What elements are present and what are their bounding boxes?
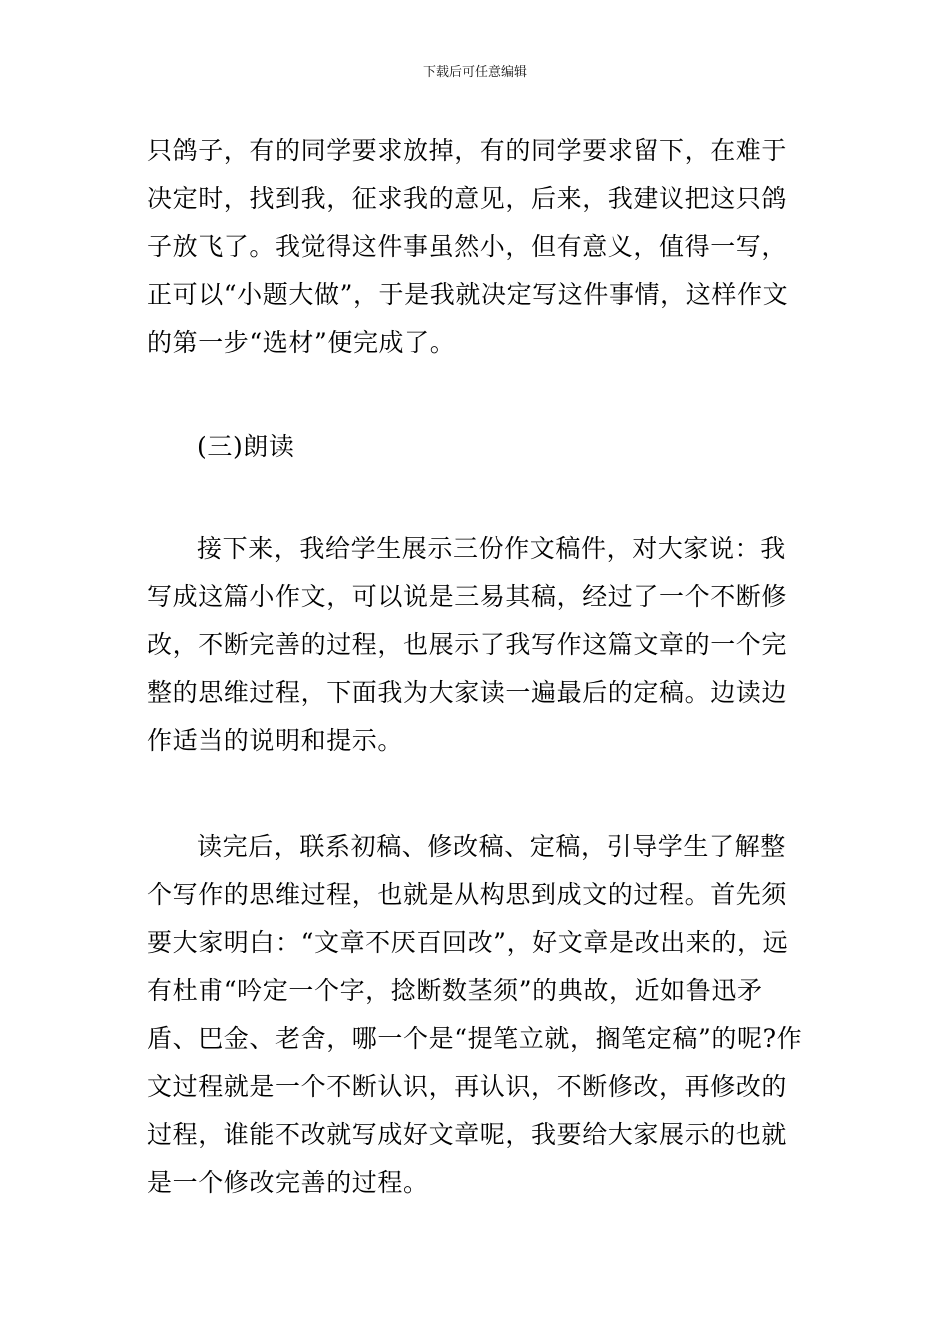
paragraph-1: 只鸽子，有的同学要求放掉，有的同学要求留下，在难于决定时，找到我，征求我的意见，后来，我建议把这只鸽子放飞了。我觉得这件事虽然小，但有意义，值得一写，正可以“小题大做”，于是我就决定写这件事情，这样作文的第一步“选材”便完成了。: [147, 136, 789, 357]
section-heading-reading: (三)朗读: [197, 432, 295, 461]
paragraph-3: 接下来，我给学生展示三份作文稿件，对大家说：我写成这篇小作文，可以说是三易其稿，经过了一个不断修改，不断完善的过程，也展示了我写作这篇文章的一个完整的思维过程，下面我为大家读一遍最后的定稿。边读边作适当的说明和提示。: [147, 534, 788, 755]
page-header: 下载后可任意编辑: [422, 65, 527, 80]
paragraph-4: 读完后，联系初稿、修改稿、定稿，引导学生了解整个写作的思维过程，也就是从构思到成文的过程。首先须要大家明白：“文章不厌百回改”，好文章是改出来的，远有杜甫“吟定一个字，捻断数茎须”的典故，近如鲁迅矛盾、巴金、老舍，哪一个是“提笔立就，搁笔定稿”的呢?作文过程就是一个不断认识，再认识，不断修改，再修改的过程，谁能不改就写成好文章呢，我要给大家展示的也就是一个修改完善的过程。: [147, 832, 803, 1197]
